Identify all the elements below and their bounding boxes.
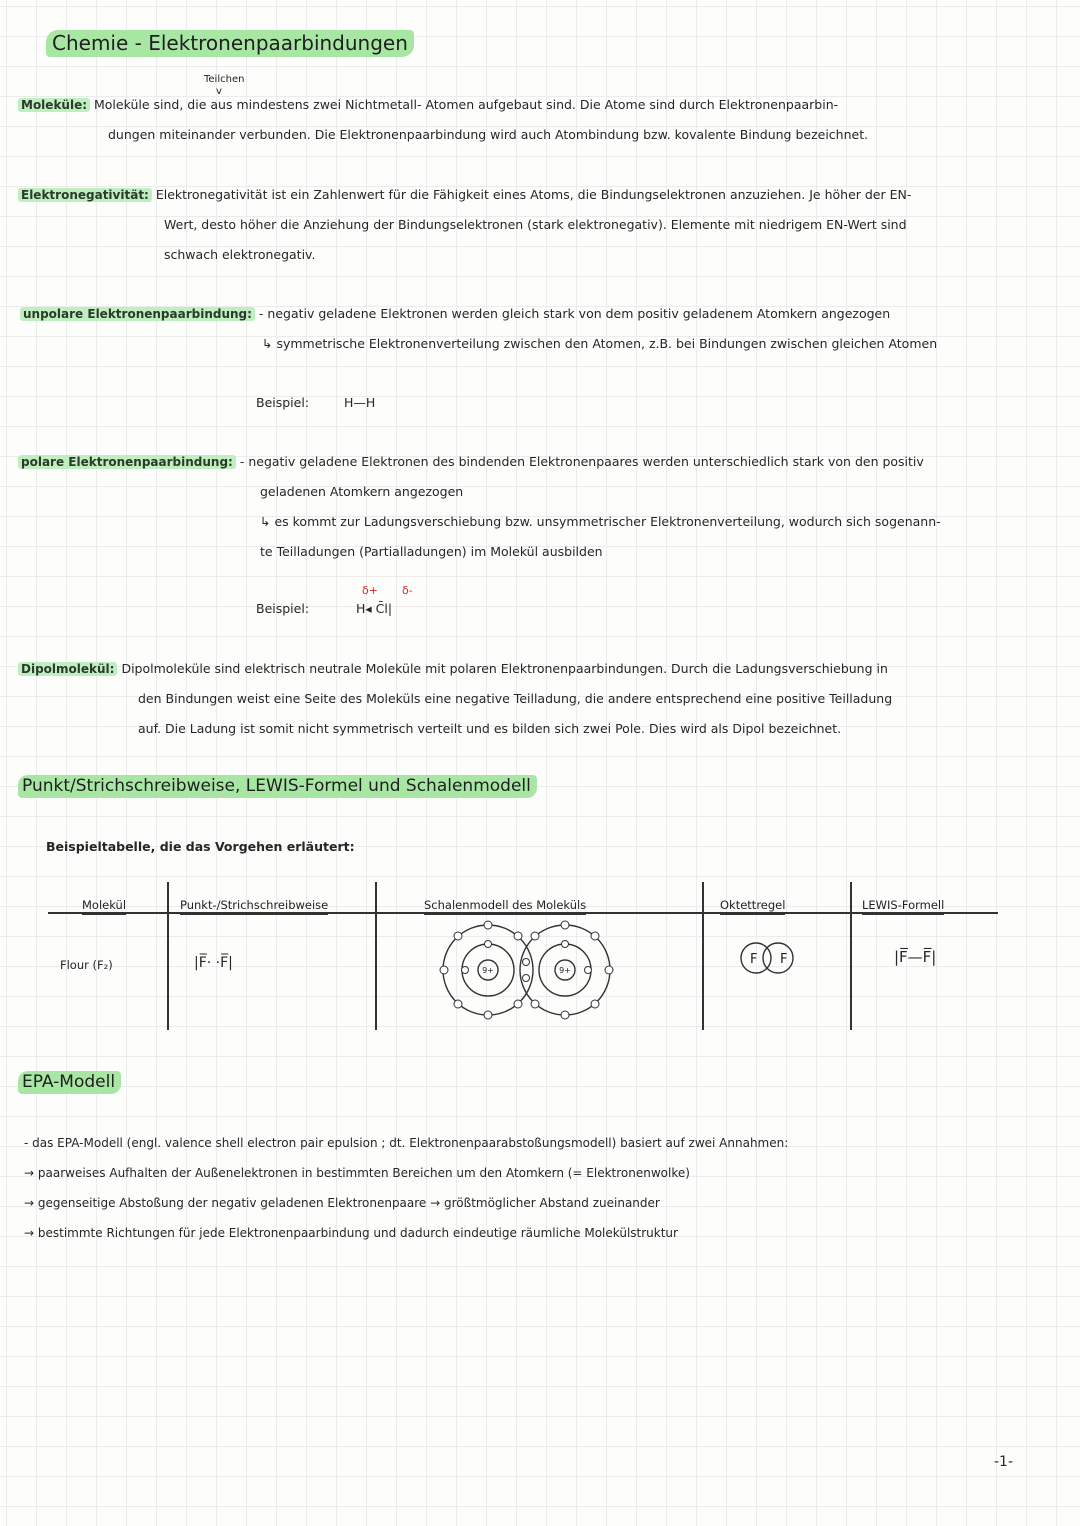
en-line3: schwach elektronegativ.: [164, 247, 316, 262]
insert-mark: v: [216, 86, 222, 97]
dipol-line2: den Bindungen weist eine Seite des Moleküls eine negative Teilladung, die andere entsprechend eine positive Teilladung: [138, 691, 893, 706]
col-header-lewis: LEWIS-Formell: [862, 898, 944, 915]
electron: [531, 1000, 539, 1008]
electron: [485, 941, 492, 948]
epa-line2: → paarweises Aufhalten der Außenelektronen in bestimmten Bereichen um den Atomkern (= Elektronenwolke): [24, 1166, 690, 1180]
dipol-line1: Dipolmolekül: Dipolmoleküle sind elektrisch neutrale Moleküle mit polaren Elektronenpaarbindungen. Durch die Ladungsverschiebung in: [18, 654, 1068, 684]
octet-f-right: F: [780, 952, 788, 967]
polar-line2: geladenen Atomkern angezogen: [260, 484, 464, 499]
electron: [440, 966, 448, 974]
delta-plus: δ+: [362, 584, 378, 597]
dipol-line3: auf. Die Ladung ist somit nicht symmetrisch verteilt und es bilden sich zwei Pole. Dies wird als Dipol bezeichnet.: [138, 721, 842, 736]
octet-label: [0, 0, 1, 1]
shell-model-diagram: [438, 920, 618, 1020]
electron: [591, 932, 599, 940]
term-elektronegativitaet: Elektronegativität:: [18, 188, 152, 202]
polar-line4: te Teilladungen (Partialladungen) im Molekül ausbilden: [260, 544, 603, 559]
table-vline-1: [167, 882, 169, 1030]
electron: [462, 967, 469, 974]
table-intro: Beispieltabelle, die das Vorgehen erläutert:: [46, 839, 355, 854]
cell-dot-notation: |F̅· ·F̅|: [194, 955, 233, 971]
electron: [523, 975, 530, 982]
octet-f-left: F: [750, 952, 758, 967]
epa-line4: → bestimmte Richtungen für jede Elektronenpaarbindung und dadurch eindeutige räumliche Molekülstruktur: [24, 1226, 678, 1240]
cell-lewis: |F̅—F̅|: [894, 948, 937, 966]
delta-minus: δ-: [402, 584, 413, 597]
table-vline-2: [375, 882, 377, 1030]
polar-example: H◂ C̄l|: [356, 601, 393, 616]
electron: [531, 932, 539, 940]
molekuele-line2: dungen miteinander verbunden. Die Elektronenpaarbindung wird auch Atombindung bzw. kovalente Bindung bezeichnet.: [108, 127, 869, 142]
electron: [484, 1011, 492, 1019]
electron: [591, 1000, 599, 1008]
electron: [454, 1000, 462, 1008]
page-title: Chemie - Elektronenpaarbindungen: [46, 30, 414, 57]
electron: [484, 921, 492, 929]
section-title-epa: EPA-Modell: [18, 1071, 121, 1094]
col-header-oktett: Oktettregel: [720, 898, 785, 915]
electron: [585, 967, 592, 974]
polar-example-label: Beispiel:: [256, 601, 310, 616]
term-unpolar: unpolare Elektronenpaarbindung:: [20, 307, 255, 321]
term-molekuele: Moleküle:: [18, 98, 90, 112]
unpolar-example: H—H: [344, 395, 376, 410]
electron: [605, 966, 613, 974]
electron: [561, 921, 569, 929]
electron: [514, 932, 522, 940]
note-teilchen: Teilchen: [204, 74, 245, 85]
molekuele-line1: Moleküle: Moleküle sind, die aus mindestens zwei Nichtmetall- Atomen aufgebaut sind. Die Atome sind durch Elektronenpaarbin-: [18, 90, 1068, 120]
epa-line3: → gegenseitige Abstoßung der negativ geladenen Elektronenpaare → größtmöglicher Abstand zueinander: [24, 1196, 660, 1210]
octet-diagram: [734, 938, 808, 978]
epa-line1: - das EPA-Modell (engl. valence shell electron pair epulsion ; dt. Elektronenpaarabstoßungsmodell) basiert auf zwei Annahmen:: [24, 1136, 789, 1150]
nucleus-right-label: 9+: [559, 966, 571, 975]
term-dipol: Dipolmolekül:: [18, 662, 117, 676]
col-header-punkt: Punkt-/Strichschreibweise: [180, 898, 328, 915]
polar-line3: ↳ es kommt zur Ladungsverschiebung bzw. unsymmetrischer Elektronenverteilung, wodurch sich sogenann-: [260, 514, 941, 529]
unpolar-line2: ↳ symmetrische Elektronenverteilung zwischen den Atomen, z.B. bei Bindungen zwischen gleichen Atomen: [262, 336, 938, 351]
table-header-rule: [48, 912, 998, 914]
nucleus-left-label: 9+: [482, 966, 494, 975]
electron: [561, 1011, 569, 1019]
table-vline-3: [702, 882, 704, 1030]
table-vline-4: [850, 882, 852, 1030]
electron: [514, 1000, 522, 1008]
en-line1: Elektronegativität: Elektronegativität ist ein Zahlenwert für die Fähigkeit eines Atoms, die Bindungselektronen anzuziehen. Je höher der EN-: [18, 180, 1068, 210]
electron: [562, 941, 569, 948]
polar-line1: polare Elektronenpaarbindung: - negativ geladene Elektronen des bindenden Elektronenpaares werden unterschiedlich stark von den positiv: [18, 447, 1068, 477]
page-number: -1-: [994, 1454, 1014, 1470]
col-header-schalenmodell: Schalenmodell des Moleküls: [424, 898, 586, 915]
col-header-molekuel: Molekül: [82, 898, 126, 915]
en-line2: Wert, desto höher die Anziehung der Bindungselektronen (stark elektronegativ). Elemente mit niedrigem EN-Wert sind: [164, 217, 907, 232]
octet-circle-right: [763, 943, 793, 973]
electron: [454, 932, 462, 940]
term-polar: polare Elektronenpaarbindung:: [18, 455, 236, 469]
unpolar-example-label: Beispiel:: [256, 395, 310, 410]
section-title-lewis: Punkt/Strichschreibweise, LEWIS-Formel und Schalenmodell: [18, 775, 537, 798]
cell-molecule: Flour (F₂): [60, 958, 113, 972]
electron: [523, 959, 530, 966]
unpolar-line1: unpolare Elektronenpaarbindung: - negativ geladene Elektronen werden gleich stark von dem positiv geladenem Atomkern angezogen: [20, 299, 1070, 329]
